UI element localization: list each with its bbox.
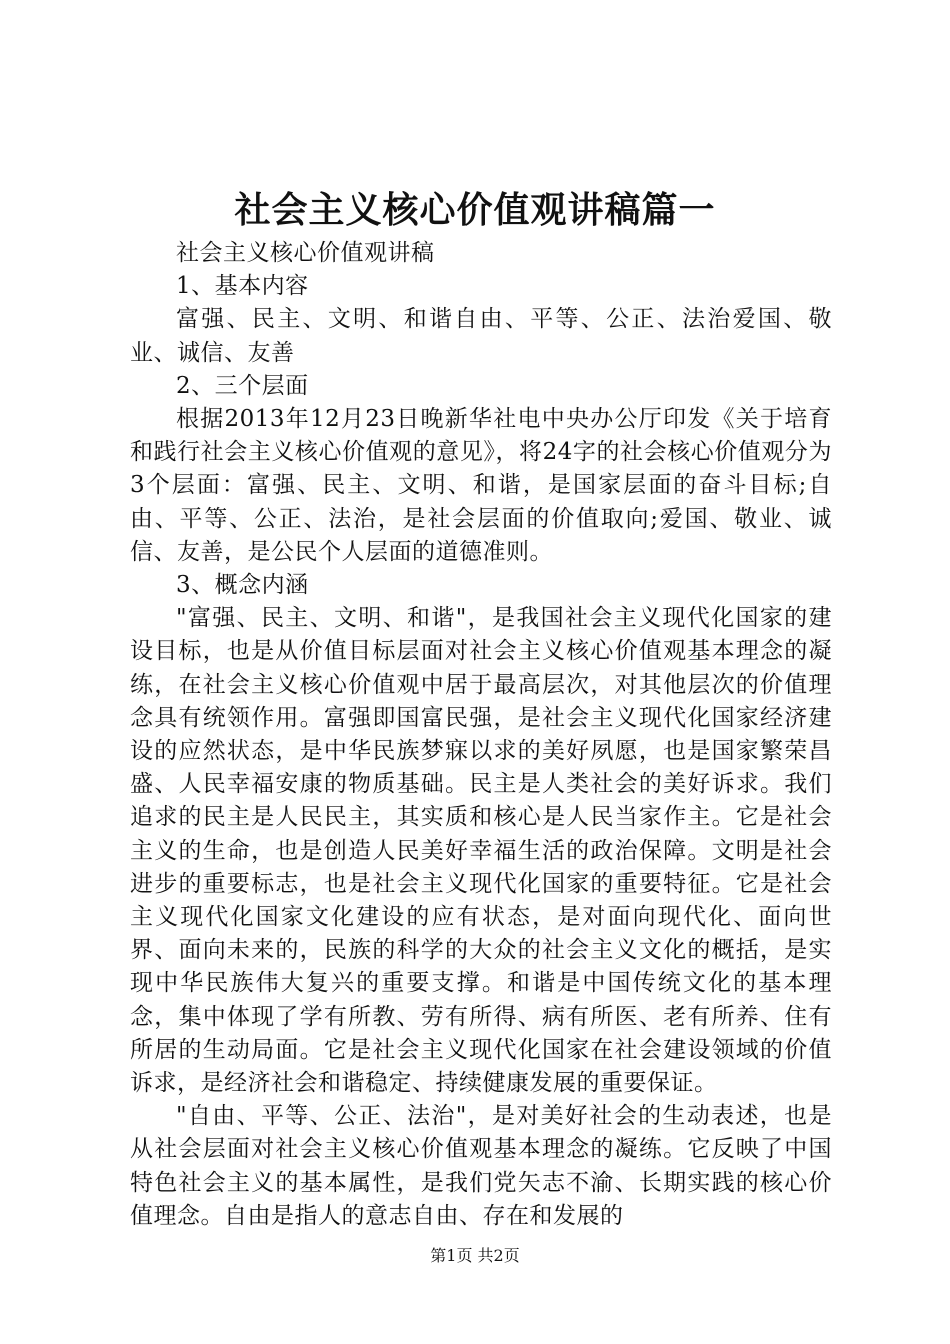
paragraph-section-2: 2、三个层面 (176, 372, 309, 399)
document-body (130, 237, 832, 1233)
paragraph-section-1: 1、基本内容 (176, 273, 309, 300)
paragraph-three-levels: 根据2013年12月23日晚新华社电中央办公厅印发《关于培育和践行社会主义核心价值观的意见》，将24字的社会核心价值观分为3个层面：富强、民主、文明、和谐，是国家层面的奋斗目标;自由、平等、公正、法治，是社会层面的价值取向;爱国、敬业、诚信、友善，是公民个人层面的道德准则。 (130, 406, 832, 565)
paragraph-section-3: 3、概念内涵 (176, 572, 309, 599)
paragraph-national-level: "富强、民主、文明、和谐"，是我国社会主义现代化国家的建设目标，也是从价值目标层面对社会主义核心价值观基本理念的凝练，在社会主义核心价值观中居于最高层次，对其他层次的价值理念具有统领作用。富强即国富民强，是社会主义现代化国家经济建设的应然状态，是中华民族梦寐以求的美好夙愿，也是国家繁荣昌盛、人民幸福安康的物质基础。民主是人类社会的美好诉求。我们追求的民主是人民民主，其实质和核心是人民当家作主。它是社会主义的生命，也是创造人民美好幸福生活的政治保障。文明是社会进步的重要标志，也是社会主义现代化国家的重要特征。它是社会主义现代化国家文化建设的应有状态，是对面向现代化、面向世界、面向未来的，民族的科学的大众的社会主义文化的概括，是实现中华民族伟大复兴的重要支撑。和谐是中国传统文化的基本理念，集中体现了学有所教、劳有所得、病有所医、老有所养、住有所居的生动局面。它是社会主义现代化国家在社会建设领域的价值诉求，是经济社会和谐稳定、持续健康发展的重要保证。 (130, 605, 832, 1097)
document-title: 社会主义核心价值观讲稿篇一 (234, 190, 716, 231)
page-number: 第1页 共2页 (430, 1246, 520, 1265)
paragraph-basic-content: 富强、民主、文明、和谐自由、平等、公正、法治爱国、敬业、诚信、友善 (130, 306, 832, 366)
paragraph-heading: 社会主义核心价值观讲稿 (176, 240, 435, 266)
paragraph-social-level: "自由、平等、公正、法治"，是对美好社会的生动表述，也是从社会层面对社会主义核心价值观基本理念的凝练。它反映了中国特色社会主义的基本属性，是我们党矢志不渝、长期实践的核心价值理念。自由是指人的意志自由、存在和发展的 (130, 1103, 832, 1229)
